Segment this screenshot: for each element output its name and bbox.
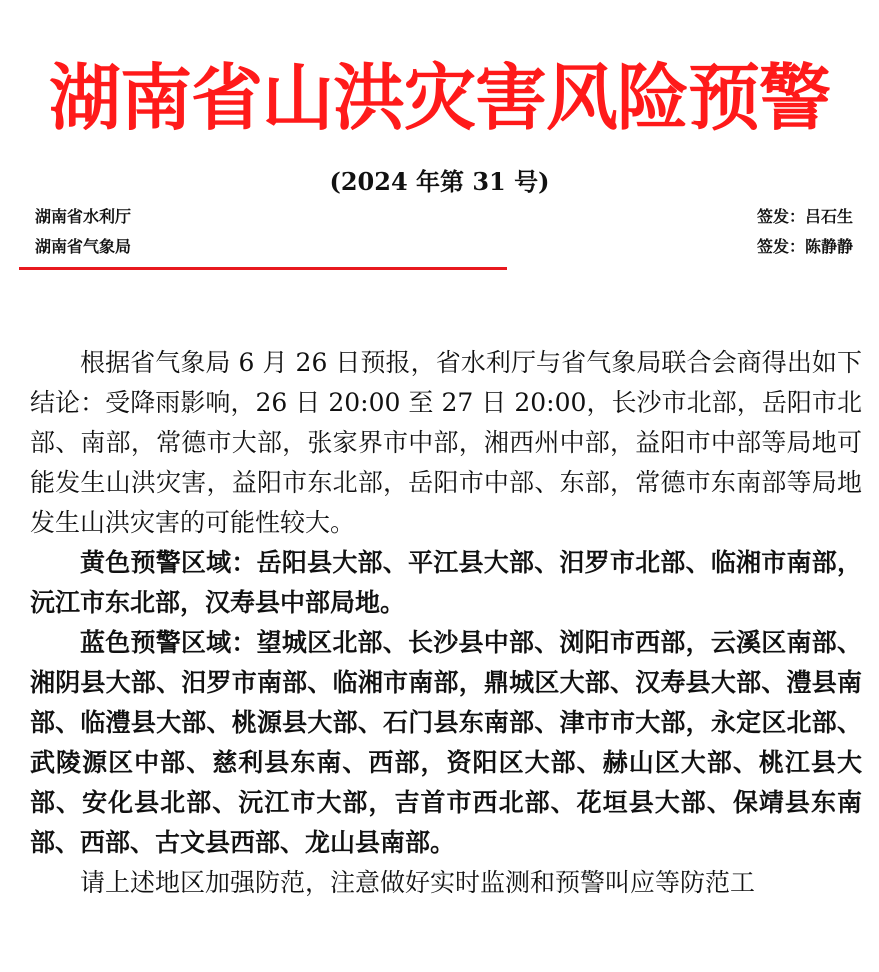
yellow-warning-paragraph: 黄色预警区域：岳阳县大部、平江县大部、汨罗市北部、临湘市南部，沅江市东北部，汉寿县中部局地。 — [30, 548, 862, 617]
blue-warning-paragraph: 蓝色预警区域：望城区北部、长沙县中部、浏阳市西部，云溪区南部、湘阴县大部、汨罗市南部、临湘市南部，鼎城区大部、汉寿县大部、澧县南部、临澧县大部、桃源县大部、石门县东南部、津市市大部，永定区北部、武陵源区中部、慈利县东南、西部，资阳区大部、赫山区大部、桃江县大部、安化县北部、沅江市大部，吉首市西北部、花垣县大部、保靖县东南部、西部、古文县西部、龙山县南部。 — [30, 628, 862, 857]
intro-paragraph: 根据省气象局 6 月 26 日预报，省水利厅与省气象局联合会商得出如下结论：受降雨影响，26 日 20:00 至 27 日 20:00，长沙市北部，岳阳市北部、南部，常德市大部，张家界市中部，湘西州中部，益阳市中部等局地可能发生山洪灾害，益阳市东北部，岳阳市中部、东部，常德市东南部等局地发生山洪灾害的可能性较大。 — [30, 348, 862, 537]
red-divider — [19, 267, 507, 270]
signer-water: 签发：吕石生 — [756, 207, 853, 226]
issue-number: (2024 年第 31 号) — [329, 167, 550, 196]
document-body — [30, 343, 862, 903]
closing-paragraph: 请上述地区加强防范，注意做好实时监测和预警叫应等防范工 — [80, 868, 756, 897]
signer-meteorology: 签发：陈静静 — [756, 237, 853, 256]
document-title: 湖南省山洪灾害风险预警 — [48, 56, 830, 140]
issuer-org-meteorology: 湖南省气象局 — [35, 237, 132, 256]
issuer-org-water: 湖南省水利厅 — [35, 207, 132, 226]
